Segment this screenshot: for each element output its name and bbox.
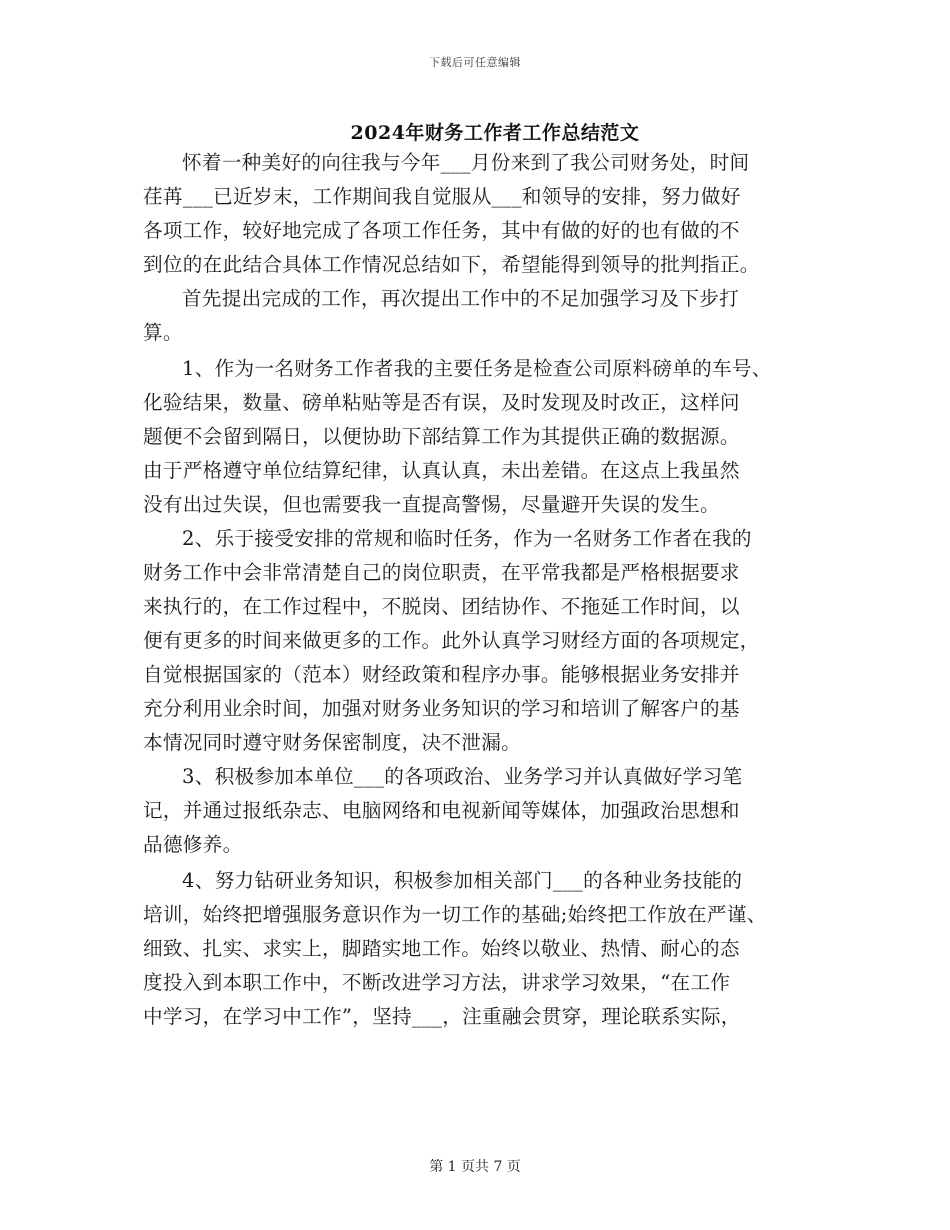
text-line: 本情况同时遵守财务保密制度，决不泄漏。 [143,731,521,754]
text-line: 来执行的，在工作过程中，不脱岗、团结协作、不拖延工作时间，以 [143,595,740,618]
text-line: 由于严格遵守单位结算纪律，认真认真，未出差错。在这点上我虽然 [143,459,740,482]
document-title: 2024年财务工作者工作总结范文 [350,122,640,144]
text-line: 各项工作，较好地完成了各项工作任务，其中有做的好的也有做的不 [143,219,740,242]
text-line: 算。 [143,321,183,344]
text-line: 荏苒___已近岁末，工作期间我自觉服从___和领导的安排，努力做好 [143,185,741,208]
text-line: 1、作为一名财务工作者我的主要任务是检查公司原料磅单的车号、 [182,357,772,380]
text-line: 记，并通过报纸杂志、电脑网络和电视新闻等媒体，加强政治思想和 [143,799,740,822]
text-line: 3、积极参加本单位___的各项政治、业务学习并认真做好学习笔 [182,765,743,788]
text-line: 没有出过失误，但也需要我一直提高警惕，尽量避开失误的发生。 [143,493,720,516]
text-line: 财务工作中会非常清楚自己的岗位职责，在平常我都是严格根据要求 [143,561,740,584]
document-body [143,146,823,1034]
text-line: 培训，始终把增强服务意识作为一切工作的基础;始终把工作放在严谨、 [143,903,767,926]
text-line: 怀着一种美好的向往我与今年___月份来到了我公司财务处，时间 [182,151,750,174]
text-line: 品德修养。 [143,833,243,856]
page-number-footer: 第 1 页共 7 页 [429,1159,521,1175]
text-line: 中学习，在学习中工作”，坚持___，注重融会贯穿，理论联系实际， [143,1005,741,1028]
text-line: 自觉根据国家的（范本）财经政策和程序办事。能够根据业务安排并 [143,663,740,686]
text-line: 化验结果，数量、磅单粘贴等是否有误，及时发现及时改正，这样问 [143,391,740,414]
text-line: 4、努力钻研业务知识，积极参加相关部门___的各种业务技能的 [182,869,743,892]
text-line: 题便不会留到隔日，以便协助下部结算工作为其提供正确的数据源。 [143,425,740,448]
page-header-note: 下载后可任意编辑 [429,56,521,69]
text-line: 首先提出完成的工作，再次提出工作中的不足加强学习及下步打 [182,287,740,310]
text-line: 便有更多的时间来做更多的工作。此外认真学习财经方面的各项规定， [143,629,760,652]
text-line: 度投入到本职工作中，不断改进学习方法，讲求学习效果，“在工作 [143,971,731,994]
text-line: 细致、扎实、求实上，脚踏实地工作。始终以敬业、热情、耐心的态 [143,937,740,960]
text-line: 2、乐于接受安排的常规和临时任务，作为一名财务工作者在我的 [182,527,752,550]
text-line: 充分利用业余时间，加强对财务业务知识的学习和培训了解客户的基 [143,697,740,720]
text-line: 到位的在此结合具体工作情况总结如下，希望能得到领导的批判指正。 [143,253,760,276]
